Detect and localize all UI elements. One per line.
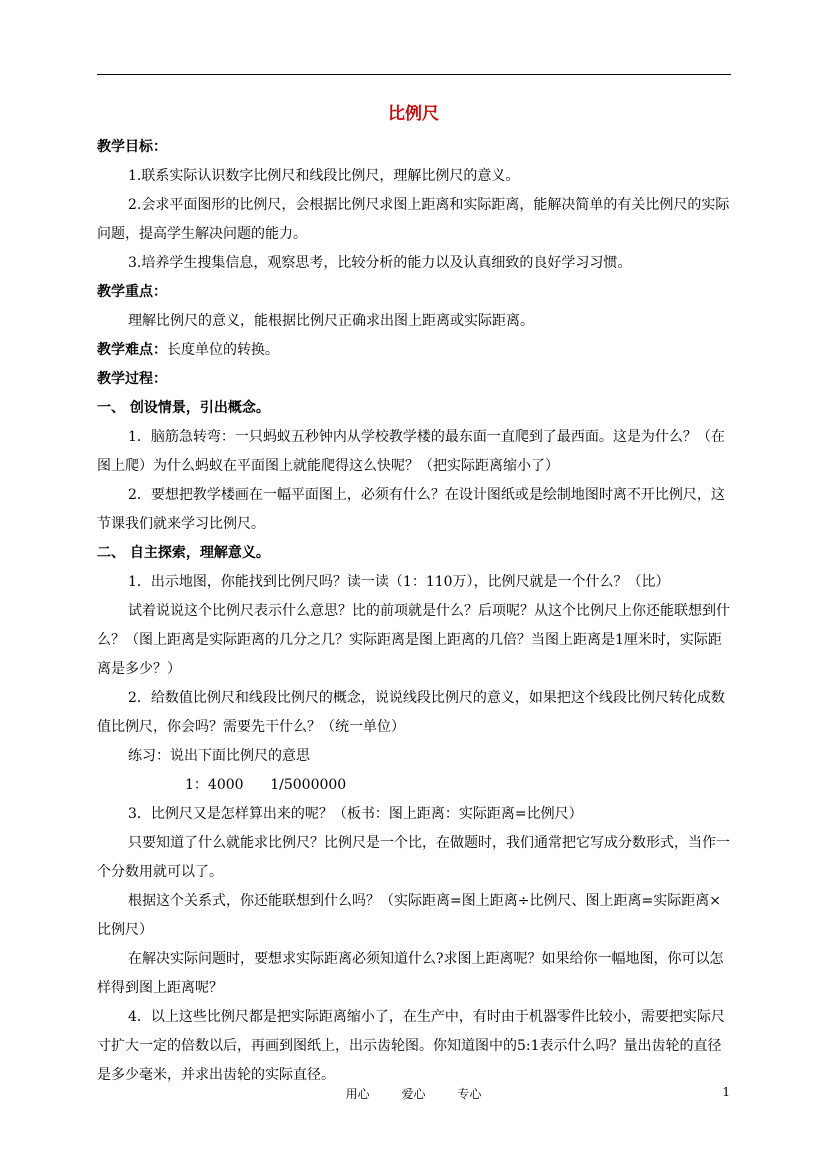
document-body <box>97 133 731 1090</box>
paragraph: 1．脑筋急转弯：一只蚂蚁五秒钟内从学校教学楼的最东面一直爬到了最西面。这是为什么？（在图上爬）为什么蚂蚁在平面图上就能爬得这么快呢？（把实际距离缩小了） <box>97 429 725 474</box>
paragraph: 1.联系实际认识数字比例尺和线段比例尺，理解比例尺的意义。 <box>128 168 520 184</box>
heading-key-points: 教学重点： <box>97 284 167 300</box>
paragraph: 只要知道了什么就能求比例尺？比例尺是一个比，在做题时，我们通常把它写成分数形式，当作一个分数用就可以了。 <box>97 835 730 880</box>
difficulty-label: 教学难点： <box>97 342 167 358</box>
footer-item: 专心 <box>457 1087 482 1101</box>
paragraph: 练习：说出下面比例尺的意思 <box>128 748 310 764</box>
footer-item: 用心 <box>345 1087 370 1101</box>
paragraph: 2．给数值比例尺和线段比例尺的概念，说说线段比例尺的意义，如果把这个线段比例尺转化成数值比例尺，你会吗？需要先干什么？（统一单位） <box>97 690 725 735</box>
paragraph: 在解决实际问题时，要想求实际距离必须知道什么?求图上距离呢？如果给你一幅地图，你可以怎样得到图上距离呢？ <box>97 951 724 996</box>
paragraph: 理解比例尺的意义，能根据比例尺正确求出图上距离或实际距离。 <box>128 313 534 329</box>
heading-objectives: 教学目标： <box>97 139 167 155</box>
footer-motto <box>0 1085 827 1102</box>
paragraph: 4．以上这些比例尺都是把实际距离缩小了，在生产中，有时由于机器零件比较小，需要把实际尺寸扩大一定的倍数以后，再画到图纸上，出示齿轮图。你知道图中的5:1表示什么吗？量出齿轮的直径是多少毫米，并求出齿轮的实际直径。 <box>97 1009 725 1083</box>
paragraph: 2．要想把教学楼画在一幅平面图上，必须有什么？在设计图纸或是绘制地图时离不开比例尺，这节课我们就来学习比例尺。 <box>97 487 725 532</box>
page-footer <box>0 1085 827 1105</box>
footer-item: 爱心 <box>401 1087 426 1101</box>
paragraph: 根据这个关系式，你还能联想到什么吗？（实际距离=图上距离÷比例尺、图上距离=实际距离×比例尺） <box>97 893 721 938</box>
paragraph-difficulty <box>97 336 731 365</box>
difficulty-text: 长度单位的转换。 <box>167 342 279 358</box>
paragraph: 3．比例尺又是怎样算出来的呢？（板书：图上距离：实际距离=比例尺） <box>128 806 583 822</box>
scale-examples: 1：4000 1/5000000 <box>185 777 347 793</box>
page-number: 1 <box>722 1085 730 1099</box>
paragraph: 试着说说这个比例尺表示什么意思？比的前项就是什么？后项呢？从这个比例尺上你还能联想到什么？（图上距离是实际距离的几分之几？实际距离是图上距离的几倍？当图上距离是1厘米时，实际距离是多少？） <box>97 603 730 677</box>
paragraph: 1．出示地图，你能找到比例尺吗？读一读（1：110万），比例尺就是一个什么？（比） <box>128 574 670 590</box>
heading-section-1: 一、 创设情景，引出概念。 <box>97 400 270 416</box>
header-rule <box>97 74 731 75</box>
page-title: 比例尺 <box>388 104 439 124</box>
paragraph: 3.培养学生搜集信息，观察思考，比较分析的能力以及认真细致的良好学习习惯。 <box>128 255 632 271</box>
paragraph: 2.会求平面图形的比例尺，会根据比例尺求图上距离和实际距离，能解决简单的有关比例尺的实际问题，提高学生解决问题的能力。 <box>97 197 730 242</box>
heading-section-2: 二、 自主探索，理解意义。 <box>97 545 270 561</box>
heading-process: 教学过程： <box>97 371 167 387</box>
